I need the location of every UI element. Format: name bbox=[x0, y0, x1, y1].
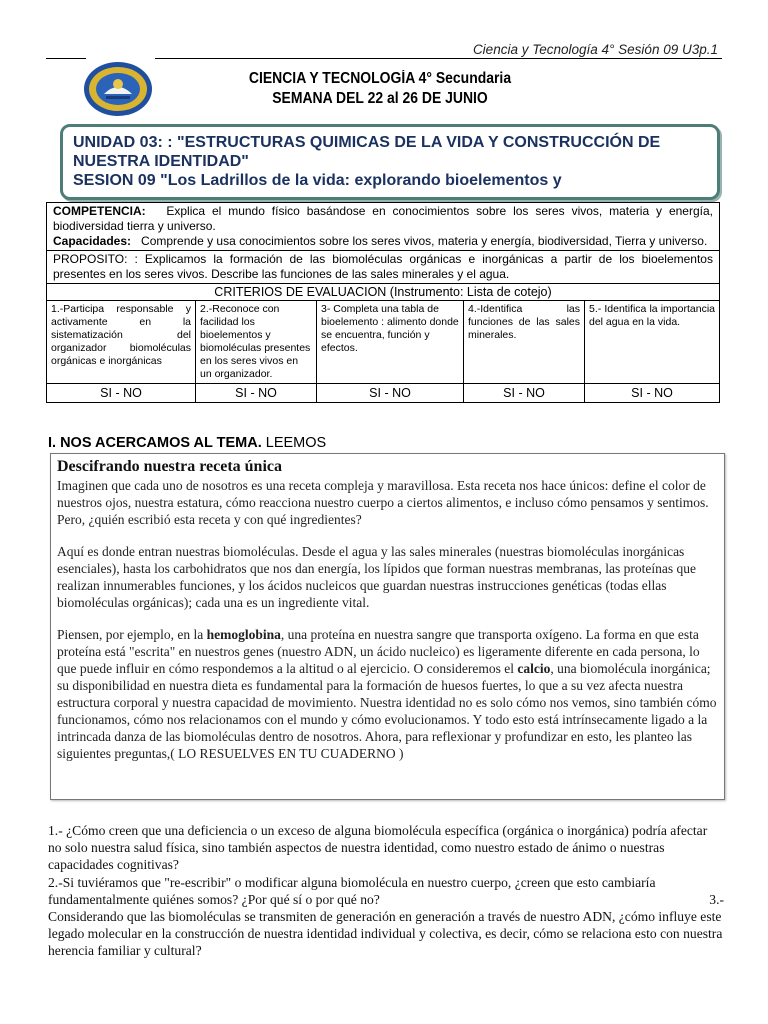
proposito-label: PROPOSITO: : bbox=[53, 252, 138, 266]
header-rule-left bbox=[46, 58, 86, 59]
criterio-1: 1.-Participa responsable y activamente en la sistematización del organizador biomoléculas orgánicas e inorgánicas bbox=[47, 301, 196, 384]
reading-p3-c: , una proteína en nuestra sangre que transporta oxígeno. La forma en que esta proteína está "escrita" en nuestros genes (nuestro ADN, un ácido nucleico) es ligeramente diferente en cada persona, lo que puede influir en cómo respondemos a la altitud o al ejercicio. O consideremos el bbox=[57, 627, 700, 676]
reading-p3-a: Piensen, por ejemplo, en la bbox=[57, 627, 207, 642]
question-3-number: 3.- bbox=[709, 891, 724, 907]
questions-block bbox=[48, 822, 724, 960]
sino-5: SI - NO bbox=[585, 384, 720, 403]
reading-box bbox=[50, 453, 725, 800]
session-title-line: SESION 09 "Los Ladrillos de la vida: explorando bioelementos y bbox=[73, 172, 562, 189]
reading-p3-e: , una biomolécula inorgánica; su disponibilidad en nuestra dieta es fundamental para la formación de huesos fuertes, lo que a su vez afecta nuestra estructura corporal y nuestra capacidad de movimiento. Nuestra identidad no es solo cómo nos vemos, sino también cómo funcionamos, cómo nos relacionamos con el mundo y cómo evolucionamos. Y todo esto está intrínsecamente ligado a la intrincada danza de las biomoléculas dentro de nosotros. Ahora, para reflexionar y profundizar en esto, les planteo las siguientes preguntas,( LO RESUELVES EN TU CUADERNO ) bbox=[57, 661, 717, 761]
criterio-4: 4.-Identifica las funciones de las sales minerales. bbox=[464, 301, 585, 384]
sino-4: SI - NO bbox=[464, 384, 585, 403]
school-crest-logo bbox=[82, 60, 154, 118]
course-title: CIENCIA Y TECNOLOGÍA 4° Secundaria bbox=[248, 70, 512, 87]
competencia-label: COMPETENCIA: bbox=[53, 204, 146, 218]
criterios-title: CRITERIOS DE EVALUACION (Instrumento: Lista de cotejo) bbox=[47, 284, 720, 301]
question-3: Considerando que las biomoléculas se transmiten de generación en generación a través de nuestro ADN, ¿cómo influye este legado molecular en la construcción de nuestra identidad individual y colectiva, es decir, cómo se relaciona esto con nuestra herencia familiar y cultural? bbox=[48, 909, 723, 959]
competencia-cell bbox=[47, 203, 720, 251]
criterio-2: 2.-Reconoce con facilidad los bioelementos y biomoléculas presentes en los seres vivos en un organizador. bbox=[196, 301, 317, 384]
reading-p3-calcio: calcio bbox=[517, 661, 551, 676]
header-rule-right bbox=[155, 58, 722, 59]
reading-paragraph-2: Aquí es donde entran nuestras biomoléculas. Desde el agua y las sales minerales (nuestras biomoléculas inorgánicas esenciales), hasta los carbohidratos que nos dan energía, los lípidos que forman nuestras membranas, las proteínas que realizan innumerables funciones, y los ácidos nucleicos que guardan nuestras instrucciones genéticas (todas ellas biomoléculas orgánicas); cada una es un ingrediente vital. bbox=[57, 544, 696, 610]
competencia-text: Explica el mundo físico basándose en conocimientos sobre los seres vivos, materia y energía, biodiversidad tierra y universo. bbox=[53, 204, 713, 233]
question-2 bbox=[48, 874, 724, 908]
sino-2: SI - NO bbox=[196, 384, 317, 403]
capacidades-text: Comprende y usa conocimientos sobre los seres vivos, materia y energía, biodiversidad, Tierra y universo. bbox=[141, 234, 708, 248]
reading-paragraph-1: Imaginen que cada uno de nosotros es una receta compleja y maravillosa. Esta receta nos hace únicos: define el color de nuestros ojos, nuestra estatura, cómo reacciona nuestro cuerpo a ciertos alimentos, e incluso cómo pensamos y sentimos. Pero, ¿quién escribió esta receta y con qué ingredientes? bbox=[57, 478, 709, 527]
running-head: Ciencia y Tecnología 4° Sesión 09 U3p.1 bbox=[472, 42, 718, 57]
unit-title-line1: UNIDAD 03: : "ESTRUCTURAS QUIMICAS DE LA VIDA Y CONSTRUCCIÓN DE bbox=[73, 134, 661, 151]
sino-1: SI - NO bbox=[47, 384, 196, 403]
sino-3: SI - NO bbox=[317, 384, 464, 403]
competency-table bbox=[46, 202, 720, 403]
criterio-5: 5.- Identifica la importancia del agua en la vida. bbox=[585, 301, 720, 384]
reading-p3-hemoglobina: hemoglobina bbox=[206, 627, 281, 642]
section-heading-bold: I. NOS ACERCAMOS AL TEMA. bbox=[48, 435, 262, 451]
unit-banner bbox=[60, 124, 720, 200]
section-heading bbox=[48, 435, 326, 451]
question-1: 1.- ¿Cómo creen que una deficiencia o un exceso de alguna biomolécula específica (orgánica o inorgánica) podría afectar no solo nuestra salud física, sino también aspectos de nuestra identidad, como nuestro estado de ánimo o nuestras capacidades cognitivas? bbox=[48, 823, 708, 873]
week-title: SEMANA DEL 22 al 26 DE JUNIO bbox=[272, 90, 488, 107]
criterio-3: 3- Completa una tabla de bioelemento : alimento donde se encuentra, función y efectos. bbox=[317, 301, 464, 384]
proposito-text: Explicamos la formación de las biomoléculas orgánicas e inorgánicas a partir de los bioelementos presentes en los seres vivos. Describe las funciones de las sales minerales y el agua. bbox=[53, 252, 713, 281]
capacidades-label: Capacidades: bbox=[53, 234, 132, 248]
unit-title-line2: NUESTRA IDENTIDAD" bbox=[73, 153, 249, 170]
reading-title: Descifrando nuestra receta única bbox=[57, 458, 282, 475]
question-2-text: 2.-Si tuviéramos que "re-escribir" o modificar alguna biomolécula en nuestro cuerpo, ¿creen que esto cambiaría fundamentalmente quiénes somos? ¿Por qué sí o por qué no? bbox=[48, 874, 656, 907]
proposito-cell bbox=[47, 251, 720, 284]
section-heading-rest: LEEMOS bbox=[261, 435, 327, 451]
reading-paragraph-3 bbox=[57, 626, 718, 762]
